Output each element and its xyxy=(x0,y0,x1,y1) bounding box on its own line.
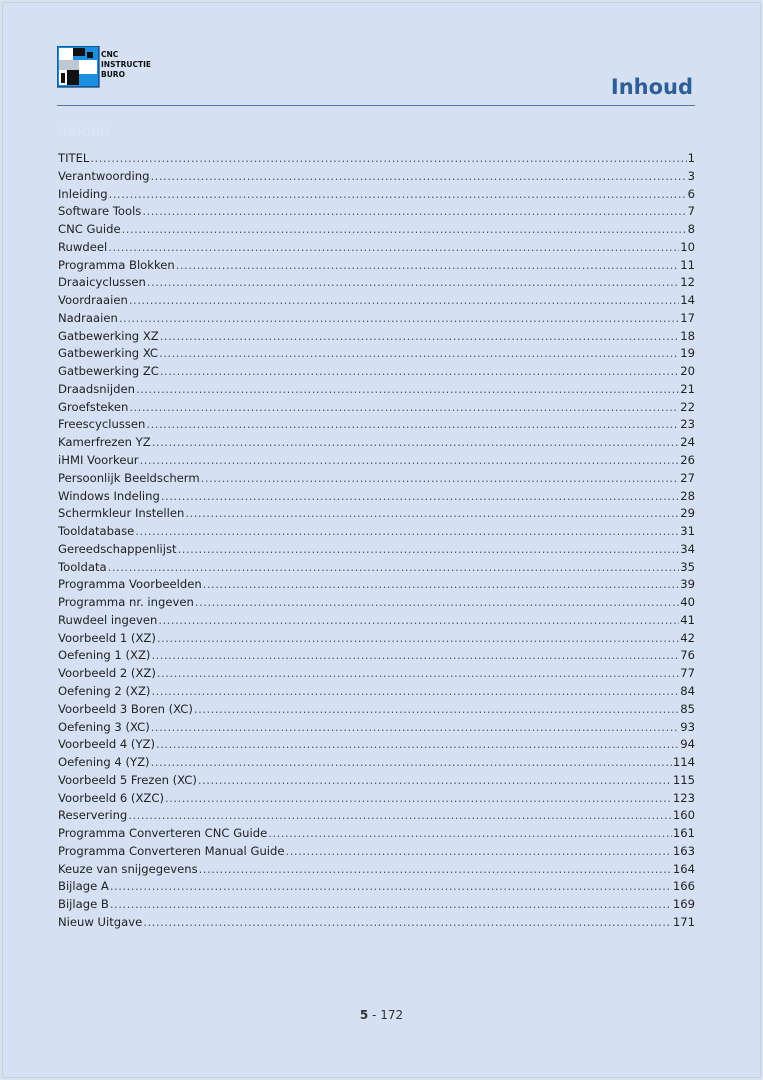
toc-entry-title: Voorbeeld 3 Boren (XC) xyxy=(58,701,193,716)
toc-entry[interactable] xyxy=(58,203,695,221)
toc-entry-page: 3 xyxy=(687,168,695,183)
toc-entry-page: 39 xyxy=(680,577,695,592)
toc-entry-title: Inleiding xyxy=(58,186,108,201)
toc-dot-leader xyxy=(160,328,680,346)
logo-mark-icon xyxy=(57,46,101,88)
toc-dot-leader xyxy=(160,363,679,381)
toc-entry-title: Windows Indeling xyxy=(58,488,160,503)
current-page-number: 5 xyxy=(359,1008,369,1022)
toc-dot-leader xyxy=(109,186,687,204)
toc-entry-title: Persoonlijk Beeldscherm xyxy=(58,470,200,485)
toc-entry[interactable] xyxy=(58,807,695,825)
toc-dot-leader xyxy=(157,630,679,648)
toc-entry[interactable] xyxy=(58,186,695,204)
toc-entry-title: Programma Converteren CNC Guide xyxy=(58,826,268,841)
toc-entry[interactable] xyxy=(58,363,695,381)
toc-entry[interactable] xyxy=(58,292,695,310)
toc-entry-page: 42 xyxy=(680,630,695,645)
toc-dot-leader xyxy=(147,274,679,292)
toc-entry-title: CNC Guide xyxy=(58,222,121,237)
toc-entry[interactable] xyxy=(58,665,695,683)
toc-dot-leader xyxy=(150,168,686,186)
toc-dot-leader xyxy=(198,772,672,790)
toc-entry-page: 12 xyxy=(680,275,695,290)
toc-entry-title: Tooldata xyxy=(58,559,107,574)
toc-dot-leader xyxy=(128,807,672,825)
toc-entry-page: 10 xyxy=(680,239,695,254)
toc-entry[interactable] xyxy=(58,239,695,257)
toc-dot-leader xyxy=(156,736,679,754)
toc-entry-title: Gatbewerking XC xyxy=(58,346,159,361)
toc-dot-leader xyxy=(135,523,679,541)
toc-entry[interactable] xyxy=(58,896,695,914)
toc-entry[interactable] xyxy=(58,541,695,559)
toc-entry[interactable] xyxy=(58,719,695,737)
toc-entry[interactable] xyxy=(58,612,695,630)
toc-dot-leader xyxy=(203,576,680,594)
toc-entry[interactable] xyxy=(58,434,695,452)
toc-entry-page: 166 xyxy=(672,879,695,894)
toc-entry[interactable] xyxy=(58,488,695,506)
toc-entry-title: Oefening 4 (YZ) xyxy=(58,755,150,770)
toc-dot-leader xyxy=(129,292,679,310)
toc-dot-leader xyxy=(161,488,679,506)
toc-entry-page: 7 xyxy=(687,204,695,219)
toc-entry-title: Voordraaien xyxy=(58,293,128,308)
toc-entry-title: Programma Blokken xyxy=(58,257,175,272)
logo-line-2: INSTRUCTIE xyxy=(101,60,151,69)
toc-entry-title: TITEL xyxy=(58,151,90,165)
toc-entry[interactable] xyxy=(58,736,695,754)
toc-entry-title: Ruwdeel xyxy=(58,239,108,254)
toc-entry[interactable] xyxy=(58,843,695,861)
toc-entry-title: Gatbewerking XZ xyxy=(58,328,159,343)
toc-entry-page: 31 xyxy=(680,524,695,539)
logo-text xyxy=(101,50,151,80)
toc-entry[interactable] xyxy=(58,647,695,665)
toc-entry[interactable] xyxy=(58,594,695,612)
toc-entry-page: 27 xyxy=(680,470,695,485)
toc-entry-title: Programma Voorbeelden xyxy=(58,577,202,592)
toc-entry[interactable] xyxy=(58,221,695,239)
toc-dot-leader xyxy=(110,878,672,896)
toc-dot-leader xyxy=(129,399,679,417)
toc-entry[interactable] xyxy=(58,310,695,328)
toc-entry-title: Keuze van snijgegevens xyxy=(58,861,198,876)
toc-entry-page: 85 xyxy=(680,701,695,716)
toc-dot-leader xyxy=(159,345,679,363)
toc-entry[interactable] xyxy=(58,345,695,363)
toc-entry-title: Nieuw Uitgave xyxy=(58,914,143,929)
toc-entry-page: 34 xyxy=(680,541,695,556)
toc-entry-title: Tooldatabase xyxy=(58,524,135,539)
toc-entry-page: 40 xyxy=(680,595,695,610)
toc-entry-title: Voorbeeld 1 (XZ) xyxy=(58,630,156,645)
toc-entry[interactable] xyxy=(58,257,695,275)
toc-entry-page: 26 xyxy=(680,453,695,468)
toc-entry-page: 8 xyxy=(687,222,695,237)
toc-entry-title: Oefening 1 (XZ) xyxy=(58,648,151,663)
toc-entry[interactable] xyxy=(58,878,695,896)
toc-entry-page: 20 xyxy=(680,364,695,379)
toc-dot-leader xyxy=(195,594,679,612)
document-page xyxy=(2,2,761,1078)
toc-entry[interactable] xyxy=(58,416,695,434)
table-of-contents xyxy=(58,150,695,932)
toc-entry[interactable] xyxy=(58,328,695,346)
toc-entry-title: Gereedschappenlijst xyxy=(58,541,177,556)
toc-entry-title: Freescyclussen xyxy=(58,417,146,432)
toc-entry-title: Draaicyclussen xyxy=(58,275,146,290)
toc-entry-page: 163 xyxy=(672,843,695,858)
toc-entry-page: 123 xyxy=(672,790,695,805)
toc-entry[interactable] xyxy=(58,683,695,701)
logo-line-1: CNC xyxy=(101,50,119,59)
total-pages: 172 xyxy=(380,1008,404,1022)
toc-entry[interactable] xyxy=(58,790,695,808)
page-number-footer xyxy=(3,1008,760,1022)
toc-entry-title: Oefening 2 (XZ) xyxy=(58,683,151,698)
toc-dot-leader xyxy=(286,843,672,861)
toc-entry-title: Voorbeeld 5 Frezen (XC) xyxy=(58,772,197,787)
logo-line-3: BURO xyxy=(101,70,125,79)
toc-entry-page: 76 xyxy=(680,648,695,663)
toc-dot-leader xyxy=(194,701,679,719)
toc-dot-leader xyxy=(108,239,679,257)
toc-entry-title: Ruwdeel ingeven xyxy=(58,612,158,627)
toc-entry[interactable] xyxy=(58,559,695,577)
toc-entry-page: 6 xyxy=(687,186,695,201)
toc-entry-page: 11 xyxy=(680,257,695,272)
toc-entry-page: 114 xyxy=(672,755,695,770)
toc-dot-leader xyxy=(185,505,679,523)
toc-dot-leader xyxy=(268,825,672,843)
toc-dot-leader xyxy=(165,790,672,808)
toc-dot-leader xyxy=(201,470,680,488)
toc-dot-leader xyxy=(110,896,672,914)
toc-entry-page: 93 xyxy=(680,719,695,734)
toc-dot-leader xyxy=(199,861,672,879)
toc-dot-leader xyxy=(108,559,680,577)
toc-entry-page: 115 xyxy=(672,772,695,787)
toc-dot-leader xyxy=(151,683,679,701)
toc-entry-page: 24 xyxy=(680,435,695,450)
toc-entry-title: Kamerfrezen YZ xyxy=(58,435,151,450)
toc-dot-leader xyxy=(142,203,686,221)
toc-entry-page: 35 xyxy=(680,559,695,574)
toc-heading: Inhoud xyxy=(58,122,110,140)
toc-dot-leader xyxy=(151,719,679,737)
toc-entry-title: Gatbewerking ZC xyxy=(58,364,159,379)
toc-entry-title: Draadsnijden xyxy=(58,381,135,396)
toc-entry-title: Voorbeeld 6 (XZC) xyxy=(58,790,164,805)
toc-entry-page: 28 xyxy=(680,488,695,503)
toc-dot-leader xyxy=(90,150,686,168)
toc-dot-leader xyxy=(136,381,679,399)
toc-entry[interactable] xyxy=(58,381,695,399)
toc-entry-page: 1 xyxy=(687,151,695,165)
toc-entry-title: Schermkleur Instellen xyxy=(58,506,185,521)
toc-entry-page: 19 xyxy=(680,346,695,361)
toc-entry[interactable] xyxy=(58,452,695,470)
toc-entry-title: iHMI Voorkeur xyxy=(58,453,139,468)
toc-entry[interactable] xyxy=(58,825,695,843)
toc-entry-title: Voorbeeld 4 (YZ) xyxy=(58,737,156,752)
toc-entry[interactable] xyxy=(58,150,695,168)
toc-dot-leader xyxy=(157,665,679,683)
toc-entry-page: 77 xyxy=(680,666,695,681)
toc-entry-page: 164 xyxy=(672,861,695,876)
toc-entry-page: 17 xyxy=(680,310,695,325)
toc-entry-page: 21 xyxy=(680,381,695,396)
toc-entry-title: Oefening 3 (XC) xyxy=(58,719,150,734)
toc-entry-page: 23 xyxy=(680,417,695,432)
toc-entry[interactable] xyxy=(58,399,695,417)
toc-entry-page: 171 xyxy=(672,914,695,929)
toc-entry-page: 29 xyxy=(680,506,695,521)
page-separator: - xyxy=(368,1008,381,1022)
toc-entry-title: Programma Converteren Manual Guide xyxy=(58,843,285,858)
toc-entry[interactable] xyxy=(58,701,695,719)
toc-entry[interactable] xyxy=(58,576,695,594)
toc-entry[interactable] xyxy=(58,861,695,879)
toc-entry-page: 94 xyxy=(680,737,695,752)
toc-entry-title: Reservering xyxy=(58,808,128,823)
toc-entry-title: Bijlage B xyxy=(58,897,109,912)
toc-entry-title: Nadraaien xyxy=(58,310,118,325)
toc-entry-title: Programma nr. ingeven xyxy=(58,595,194,610)
toc-entry-page: 18 xyxy=(680,328,695,343)
toc-entry-title: Verantwoording xyxy=(58,168,150,183)
toc-entry-page: 41 xyxy=(680,612,695,627)
toc-entry[interactable] xyxy=(58,914,695,932)
header-divider xyxy=(57,105,695,106)
toc-entry-title: Voorbeeld 2 (XZ) xyxy=(58,666,156,681)
toc-dot-leader xyxy=(140,452,680,470)
toc-dot-leader xyxy=(151,647,679,665)
toc-entry-page: 84 xyxy=(680,683,695,698)
toc-dot-leader xyxy=(151,754,672,772)
toc-entry-title: Bijlage A xyxy=(58,879,109,894)
toc-entry-page: 160 xyxy=(672,808,695,823)
toc-entry[interactable] xyxy=(58,772,695,790)
toc-dot-leader xyxy=(176,257,679,275)
company-logo xyxy=(57,46,177,90)
page-title: Inhoud xyxy=(610,75,693,99)
toc-entry[interactable] xyxy=(58,505,695,523)
toc-entry[interactable] xyxy=(58,630,695,648)
toc-entry-page: 14 xyxy=(680,293,695,308)
toc-dot-leader xyxy=(119,310,679,328)
toc-dot-leader xyxy=(158,612,679,630)
toc-dot-leader xyxy=(178,541,680,559)
toc-entry-page: 169 xyxy=(672,897,695,912)
toc-entry[interactable] xyxy=(58,470,695,488)
toc-entry-page: 22 xyxy=(680,399,695,414)
toc-entry[interactable] xyxy=(58,168,695,186)
toc-entry-page: 161 xyxy=(672,826,695,841)
toc-entry[interactable] xyxy=(58,754,695,772)
toc-dot-leader xyxy=(143,914,672,932)
toc-dot-leader xyxy=(146,416,679,434)
toc-entry[interactable] xyxy=(58,274,695,292)
toc-dot-leader xyxy=(152,434,680,452)
toc-entry-title: Software Tools xyxy=(58,204,142,219)
toc-entry[interactable] xyxy=(58,523,695,541)
toc-entry-title: Groefsteken xyxy=(58,399,129,414)
toc-dot-leader xyxy=(122,221,687,239)
